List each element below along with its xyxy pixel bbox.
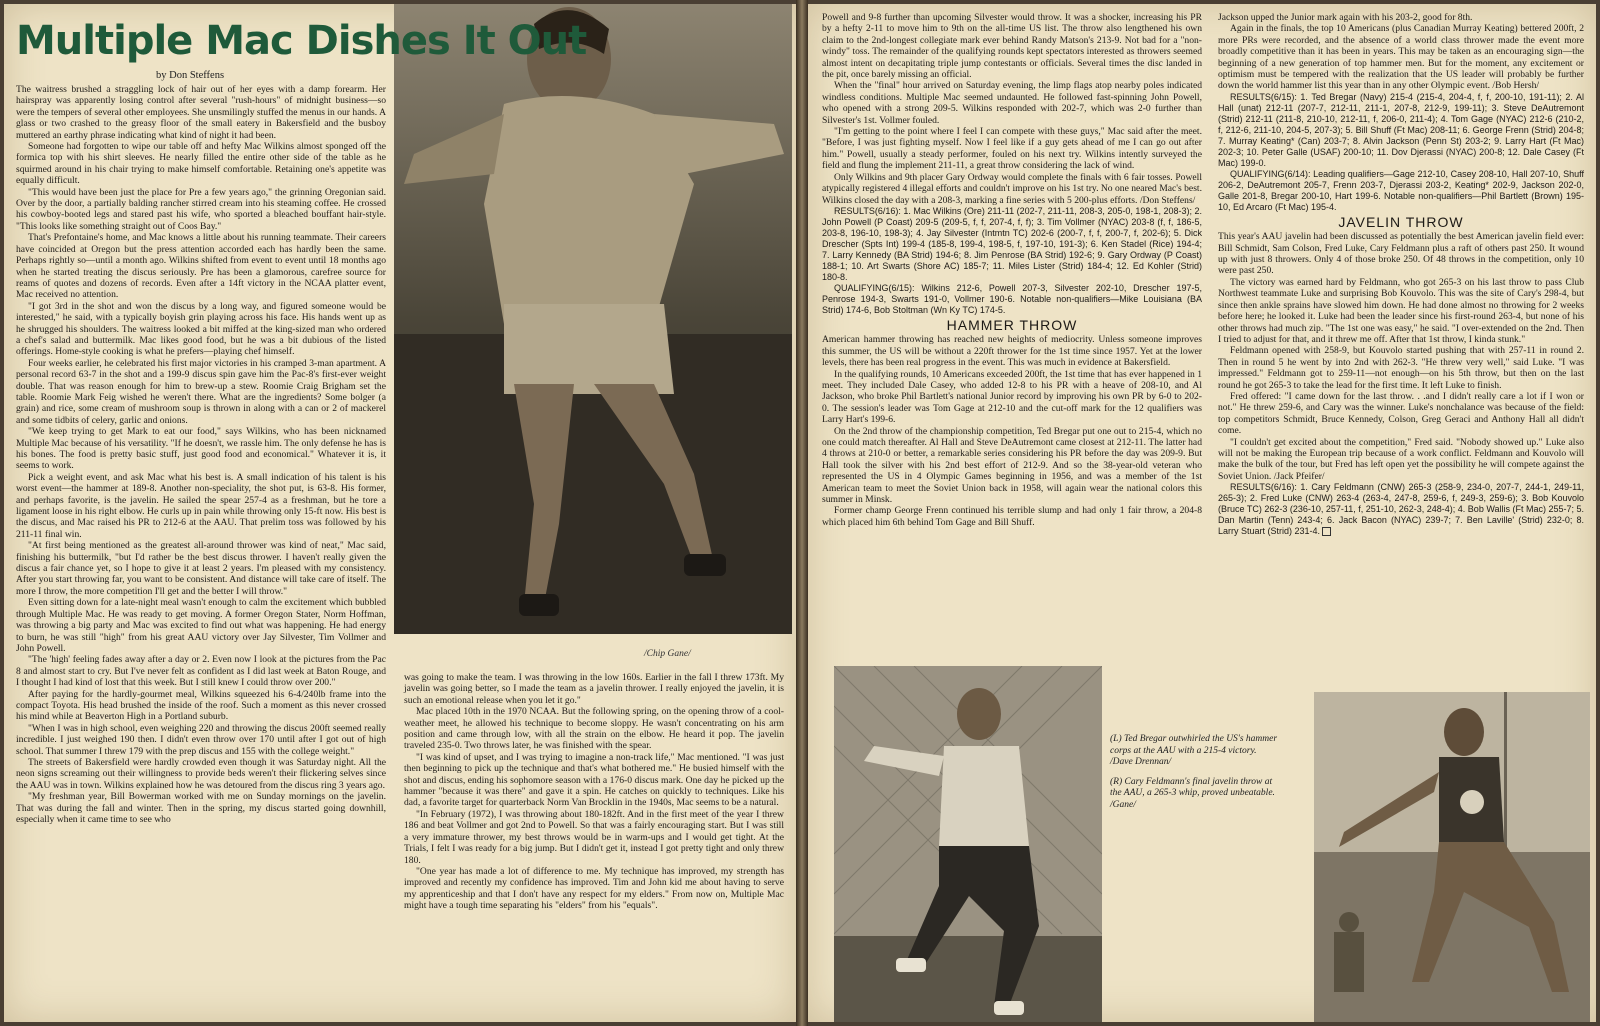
paragraph: Only Wilkins and 9th placer Gary Ordway would complete the finals with 6 fair tosses. Powell atypically registered 4 illegal efforts and couldn't improve on his 1st try. No one neared Mac's best. Wilkins closed the day with a 208-3, marking a fine series with 5 200-plus efforts. /Don Steffens/ (822, 171, 1202, 206)
paragraph: "My freshman year, Bill Bowerman worked with me on Sunday mornings on the javelin. That was during the fall and winter. Then in the spring, my discus started going downhill, especially when it came time to see who (16, 791, 386, 825)
paragraph: "At first being mentioned as the greatest all-around thrower was kind of neat," Mac said, finishing his buttermilk, "but I'd rather be the best discus thrower. I haven't really given the discus a fair chance yet, so I hope to give it at least 2 years. I'm pleased with my consistency. After you start throwing far, you want to be consistent. And distance will take care of itself. The more I throw, the more competition I'll get and the better I will throw." (16, 540, 386, 597)
photo-captions (1110, 734, 1278, 819)
article-column-1 (16, 84, 386, 825)
hammer-javelin-column (1218, 12, 1584, 537)
discus-results: RESULTS(6/16): 1. Mac Wilkins (Ore) 211-11 (202-7, 211-11, 208-3, 205-0, 198-1, 208-3); 2. John Powell (P Coast) 209-5 (209-5, f, f, 207-4, f, f); 3. Tim Vollmer (NYAC) 203-8 (f, f, 186-5, 203-8, 196-10, 198-3); 4. Jay Silvester (Intmtn TC) 202-6 (200-7, f, f, 200-7, f, 202-6); 5. Dick Drescher (Spts Int) 199-4 (185-8, 199-4, 198-5, f, 197-10, 191-3); 6. Ken Stadel (Rice) 194-4; 7. Larry Kennedy (BA Strid) 194-6; 8. Jim Penrose (BA Strid) 192-6; 9. Gary Ordway (P Coast) 188-1; 10. Art Swarts (Shore AC) 185-7; 11. Miles Lister (Strid) 184-4; 12. Ed Kohler (Strid) 180-8. (822, 205, 1202, 282)
paragraph: "When I was in high school, even weighing 220 and throwing the discus 200ft seemed really incredible. I just weighed 190 then. I didn't even throw over 170 until after I got out of high school. That summer I threw 179 with the prep discus and 155 with the college weight." (16, 722, 386, 757)
article-column-2 (404, 672, 784, 912)
paragraph: "We keep trying to get Mark to eat our food," says Wilkins, who has been nicknamed Multiple Mac because of his versatility. "If he doesn't, we rassle him. The only defense he has is his bones. The food is pretty basic stuff, just good food and economical." Whatever it is, it seems to work. (16, 426, 386, 472)
byline: by Don Steffens (156, 70, 225, 81)
paragraph: "I'm getting to the point where I feel I can compete with these guys," Mac said after the meet. "Before, I was just fighting myself. Now I feel like if a guy gets ahead of me I can go out after him." Powell, usually a steady performer, fouled on his next try. Wilkins intently surveyed the field and flung the implement 211-11, a great throw considering the lack of wind. (822, 126, 1202, 172)
hammer-thrower-photo (834, 666, 1102, 1022)
paragraph: The victory was earned hard by Feldmann, who got 265-3 on his last throw to pass Club Northwest teammate Luke and surprising Bob Kouvolo. This was the site of Cary's 298-4, but since then ankle sprains have slowed him down. He had done almost no throwing for 2 weeks before here; he looked it. Luke had been the leader since his first-round 263-4, but none of his other throws had much zip. "The 1st one was easy," he said. "I over-extended on the 2nd. Then I tried to adjust for that, and it threw me off. After that 1st throw, I kinda stunk." (1218, 276, 1584, 345)
paragraph: Mac placed 10th in the 1970 NCAA. But the following spring, on the opening throw of a cool-weather meet, he allowed his technique to become sloppy. He wasn't concentrating on his arm position and came through low, with all the strain on the elbow. He heard it pop. The javelin traveled 235-0. Two throws later, he was finished with the spear. (404, 706, 784, 752)
discus-thrower-photo (394, 4, 792, 634)
paragraph: Someone had forgotten to wipe our table off and hefty Mac Wilkins almost sponged off the formica top with his shirt sleeves. He nearly filled the entire other side of the table as he squirmed around in his chair trying to make himself comfortable. Retaining one's appetite was equally difficult. (16, 141, 386, 187)
paragraph: In the qualifying rounds, 10 Americans exceeded 200ft, the 1st time that has ever happened in 1 meet. They included Dale Casey, who added 12-8 to his PR with a heave of 208-10, and Al Jackson, who broke Phil Bartlett's national Junior record by improving his own PR by 6-0 to 202-0. The session's leader was Tom Gage at 212-10 and the cut-off mark for the 12 qualifiers was Larry Hart's 199-6. (822, 368, 1202, 426)
paragraph: American hammer throwing has reached new heights of mediocrity. Unless someone improves this summer, the US will be without a 220ft thrower for the 1st time since 1957. Yet at the lower levels, there has been real progress in the event. This was much in evidence at Bakersfield. (822, 334, 1202, 369)
paragraph: "One year has made a lot of difference to me. My technique has improved, my strength has improved and recently my confidence has improved. Tim and John kid me about having to serve my apprenticeship and that I don't have any respect for my elders." From now on, Multiple Mac might have a tough time separating his "elders" from his "equals". (404, 865, 784, 912)
caption-right: (R) Cary Feldmann's final javelin throw at the AAU, a 265-3 whip, proved unbeatable. /Gane/ (1110, 776, 1275, 810)
paragraph: "I was kind of upset, and I was trying to imagine a non-track life," Mac mentioned. "I was just then beginning to pick up the technique and that's what bothered me." He busied himself with the shot and discus, ending his sophomore season with a 176-0 discus mark. One day he picked up the hammer "because it was there" and gave it a spin. He catches on quickly to techniques. Like his dad, a favorite target for quarterback Norm Van Brocklin in the 1940s, Mac seems to be a natural. (404, 751, 784, 809)
discus-qualifying: QUALIFYING(6/15): Wilkins 212-6, Powell 207-3, Silvester 202-10, Drescher 197-5, Penrose 194-3, Swarts 191-0, Vollmer 190-6. Notable non-qualifiers—Mike Louisiana (BA Strid) 174-6, Bob Stoltman (Wn Ky TC) 174-5. (822, 282, 1202, 315)
paragraph: Pick a weight event, and ask Mac what his best is. A small indication of his talent is his worst event—the hammer at 189-8. Another non-speciality, the shot put, is 63-8. His former, and perhaps favorite, is the javelin. He sailed the spear 257-4 as a freshman, but he tore a ligament loose in his right elbow. He curls up in pain while throwing only 15-ft now. His best is the discus, and Mac raised his PR to 212-6 at the AAU. That prelim toss was followed by his 211-11 final win. (16, 471, 386, 540)
paragraph: The streets of Bakersfield were hardly crowded even though it was Saturday night. All the neon signs screaming out their willingness to provide beds weren't their flickering selves since the AAU was in town. Wilkins explained how he was detoured from the discus ring 3 years ago. (16, 756, 386, 791)
paragraph: Four weeks earlier, he celebrated his first major victories in his cramped 3-man apartment. A personal record 63-7 in the shot and a 199-9 discus spin gave him the Pac-8's first-ever weight double. That was reason enough for him to brew-up a stew. Roomie Craig Brigham set the table. Roomie Mark Feig wished he weren't there. What are the ingredients? Some bolger (a grain) and rice, some cream of mushroom soup is thrown in along with a can or 2 of mackerel and some tidbits of celery, garlic and onions. (16, 357, 386, 426)
paragraph: "The 'high' feeling fades away after a day or 2. Even now I look at the pictures from the Pac 8 and almost start to cry. But I've never felt as confident as I did last week at Baton Rouge, and I thought I had kind of lost that this week. But I still knew I could throw over 200." (16, 654, 386, 689)
paragraph: "I got 3rd in the shot and won the discus by a long way, and figured someone would be interested," he said, with a typically boyish grin playing across his face. His hands went up as he shrugged his shoulders. The waitress looked a bit miffed at the king-sized man who ordered a chef's salad and buttermilk. Mac likes good food, but he was a bit dubious of the listed offerings. Home-style cooking is what he prefers—playing chef himself. (16, 300, 386, 358)
paragraph: Former champ George Frenn continued his terrible slump and had only 1 fair throw, a 204-8 which placed him 6th behind Tom Gage and Bill Shuff. (822, 505, 1202, 528)
caption-left: (L) Ted Bregar outwhirled the US's hammer corps at the AAU with a 215-4 victory. /Dave Drennan/ (1110, 734, 1278, 767)
paragraph: Feldmann opened with 258-9, but Kouvolo started pushing that with 257-11 in round 2. Then in round 5 he went by into 2nd with 262-3. "He threw very well," said Luke. "I was impressed." Feldmann got to 259-11—not enough—on his 5th throw, but then on the last round he got 265-3 to take the lead for the first time. It left Luke to finish. (1218, 345, 1584, 391)
article-headline: Multiple Mac Dishes It Out (16, 18, 587, 64)
paragraph: On the 2nd throw of the championship competition, Ted Bregar put one out to 215-4, which no one could match thereafter. Al Hall and Steve DeAutremont came closest at 212-11. The latter had 4 throws at 210-0 or better, a remarkable series considering his PR before the day was 209-9. But Hall took the silver with his 2nd best effort of 212-9. And so the 38-year-old veteran who represented the US in 4 Olympic Games beginning in 1956, and was a member of the 1st American team to meet the Soviet Union back in 1958, will again wear the national colors this summer in Minsk. (822, 425, 1202, 505)
paragraph: After paying for the hardly-gourmet meal, Wilkins squeezed his 6-4/240lb frame into the compact Toyota. His head brushed the inside of the roof. Such a moment as this never crossed his mind while at Beaverton High in a Portland suburb. (16, 688, 386, 723)
paragraph: "In February (1972), I was throwing about 180-182ft. And in the first meet of the year I threw 186 and beat Vollmer and got 2nd to Powell. So that was a fairly encouraging start. But I was still a very immature thrower, my best throws would be in warm-ups and I would get tight. At the Trials, I felt I was ready for a big jump. But I didn't get it, instead I got pretty tight and only threw 180. (404, 808, 784, 866)
javelin-section-heading: JAVELIN THROW (1338, 213, 1464, 230)
paragraph: This year's AAU javelin had been discussed as potentially the best American javelin field ever: Bill Schmidt, Sam Colson, Fred Luke, Cary Feldmann plus a raft of others past 250. It wound up with just 8 throwers. Only 4 of those broke 250. Of 48 throws in the competition, only 10 were past 250. (1218, 231, 1584, 277)
paragraph: "I couldn't get excited about the competition," Fred said. "Nobody showed up." Luke also will not be making the European trip because of a work conflict. Feldmann and Kouvolo will make the bulk of the tour, but Fred has left open yet the possibility he will compete against the Soviet Union. /Jack Pfeifer/ (1218, 436, 1584, 482)
javelin-thrower-photo (1314, 692, 1590, 1022)
javelin-results-text: RESULTS(6/16): 1. Cary Feldmann (CNW) 265-3 (258-9, 234-0, 207-7, 244-1, 249-11, 265-3); 2. Fred Luke (CNW) 263-4 (263-4, 247-8, 259-6, f, 249-3, 259-6); 3. Bob Kouvolo (Bruce TC) 262-3 (236-10, 257-11, f, 251-10, 262-3, 248-4); 4. Bob Wallis (Ft Mac) 255-7; 5. Dan Martin (Tenn) 243-4; 6. Jack Bacon (NYAC) 239-7; 7. Ben Laville' (Strid) 232-0; 8. Larry Stuart (Strid) 231-4. (1218, 482, 1585, 537)
end-mark-icon (1322, 527, 1331, 536)
paragraph: was going to make the team. I was throwing in the low 160s. Earlier in the fall I threw 173ft. My javelin was going better, so I made the team as a javelin thrower. I really enjoyed the javelin, it is such an emotional release when you let it go." (404, 672, 784, 706)
paragraph: The waitress brushed a straggling lock of hair out of her eyes with a damp forearm. Her hairspray was apparently losing control after several "rush-hours" of midnight business—so were the tempers of several other employees. She unsmilingly stuffed the menus in our hands. A glass or two crashed to the greasy floor of the small eatery in Bakersfield and the busboy muttered an earthy phrase indicating what kind of night it had been. (16, 84, 386, 141)
paragraph: "This would have been just the place for Pre a few years ago," the grinning Oregonian said. Over by the door, a partially balding rancher stirred cream into his steaming coffee. He crossed his cowboy-booted legs and stared past his wife, who sported a bleached bouffant hair-style. "This looks like something straight out of Coos Bay." (16, 186, 386, 232)
hammer-qualifying: QUALIFYING(6/14): Leading qualifiers—Gage 212-10, Casey 208-10, Hall 207-10, Shuff 206-2, DeAutremont 205-7, Frenn 203-7, Djerassi 203-2, Keating* 202-9, Jackson 202-0, Galle 201-8, Bregar 200-10, Hart 199-6. Notable non-qualifiers—Phil Bartlett (Brown) 195-10, Ed Arcaro (Ft Mac) 195-4. (1218, 168, 1584, 212)
spread-gutter (796, 0, 808, 1026)
javelin-results (1218, 482, 1584, 537)
hammer-results: RESULTS(6/15): 1. Ted Bregar (Navy) 215-4 (215-4, 204-4, f, f, 200-10, 191-11); 2. Al Hall (unat) 212-11 (207-7, 212-11, 211-1, 207-8, 212-9, 199-11); 3. Steve DeAutremont (Strid) 212-11 (211-8, 210-10, 212-11, f, 206-0, 211-4); 4. Tom Gage (NYAC) 212-6 (210-2, f, 212-6, 211-10, 204-5, 207-3); 5. Bill Shuff (Ft Mac) 208-11; 6. George Frenn (Strid) 204-8; 7. Murray Keating* (Can) 203-7; 8. Alvin Jackson (Penn St) 203-2; 9. Larry Hart (Ft Mac) 202-3; 10. Peter Galle (USAF) 200-10; 11. Dov Djerassi (NYAC) 200-8; 12. Dale Casey (Ft Mac) 199-0. (1218, 91, 1584, 168)
paragraph: That's Prefontaine's home, and Mac knows a little about his running teammate. Their careers have coincided at Oregon but the press attention accorded each has hardly been the same. Perhaps rightly so—until a month ago. Wilkins shifted from event to event until 18 months ago when he started treating the discus seriously. Pre has been a glamorous, carefree source for reams of quotes and dozens of records. Even after a 14ft victory in the NCAA platter event, Mac received no attention. (16, 232, 386, 301)
paragraph: Even sitting down for a late-night meal wasn't enough to calm the excitement which bubbled through Multiple Mac. He was ready to get moving. A former Oregon Stater, Norm Hoffman, was throwing a big party and Mac was excited to find out what was happening. He had energy to burn, he was still "high" from his great AAU victory over Jay Silvester, Tim Vollmer and John Powell. (16, 597, 386, 654)
paragraph: When the "final" hour arrived on Saturday evening, the limp flags atop nearby poles indicated windless conditions. Multiple Mac seemed undaunted. He followed fast-spinning John Powell, who opened with a strong 209-5. Wilkins responded with 202-7, which was 2-0 further than Silvester's 1st. Vollmer fouled. (822, 80, 1202, 126)
paragraph: Jackson upped the Junior mark again with his 203-2, good for 8th. (1218, 12, 1473, 23)
photo-credit-main: /Chip Gane/ (644, 649, 691, 659)
right-page (808, 4, 1596, 1022)
paragraph: Powell and 9-8 further than upcoming Silvester would throw. It was a shocker, increasing his PR by a hefty 2-11 to move him to 9th on the all-time US list. The throw also lengthened his own claim to the 2nd-longest collegiate mark ever behind Randy Matson's 213-9. Not bad for a "non-windy" toss. The remainder of the qualifying rounds kept spectators interested as throwers seemed almost intent on decapitating triple jump contestants or officials. Several times the disc landed in the pit, once barely missing an official. (822, 12, 1202, 81)
paragraph: Fred offered: "I came down for the last throw. . .and I didn't really care a lot if I won or not." He threw 259-6, and Cary was the winner. Luke's nonchalance was because of the field: top competitors Schmidt, Bruce Kennedy, Colson, Greg Geraci and Anthony Hall all didn't come. (1218, 390, 1584, 437)
hammer-section-heading: HAMMER THROW (946, 316, 1078, 333)
left-page (4, 4, 796, 1022)
discus-column (822, 12, 1202, 528)
paragraph: Again in the finals, the top 10 Americans (plus Canadian Murray Keating) bettered 200ft, 2 more PRs were recorded, and the absence of a world class thrower made the event more broadly competitive than it has been in years. This may be taken as an encouraging sign—the beginning of a new generation of top hammer men. But for the moment, any excitement or optimism must be tempered with the realization that the US leader will probably be further down the world hammer list this year than in any other Olympic event. /Bob Hersh/ (1218, 23, 1584, 92)
